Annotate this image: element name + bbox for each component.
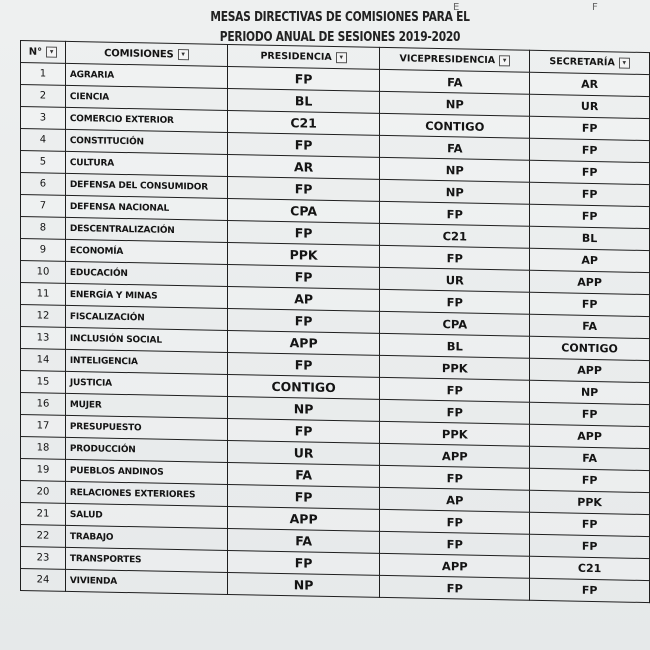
presidencia-cell[interactable]: BL [227, 88, 380, 113]
secretaria-cell[interactable]: APP [530, 270, 650, 294]
row-number[interactable]: 14 [21, 349, 66, 372]
vicepresidencia-cell[interactable]: FA [380, 135, 530, 160]
commission-name[interactable]: PRESUPUESTO [65, 415, 227, 440]
commission-name[interactable]: CIENCIA [65, 85, 227, 110]
row-number[interactable]: 11 [21, 283, 66, 306]
presidencia-cell[interactable]: CONTIGO [227, 374, 380, 399]
vicepresidencia-cell[interactable]: CONTIGO [380, 113, 530, 138]
secretaria-cell[interactable]: FP [530, 204, 650, 228]
row-number[interactable]: 15 [21, 371, 66, 394]
column-letter-f[interactable]: F [592, 2, 598, 13]
presidencia-cell[interactable]: FP [227, 550, 380, 575]
title-line-2: PERIODO ANUAL DE SESIONES 2019-2020 [219, 30, 461, 45]
header-secretaria-label: SECRETARÍA [549, 56, 615, 69]
vicepresidencia-cell[interactable]: PPK [380, 355, 530, 380]
commission-name[interactable]: DEFENSA DEL CONSUMIDOR [65, 173, 227, 198]
secretaria-cell[interactable]: AP [530, 248, 650, 272]
row-number[interactable]: 12 [21, 305, 66, 328]
column-letter-e[interactable]: E [453, 2, 460, 13]
row-number[interactable]: 1 [21, 63, 66, 86]
vicepresidencia-cell[interactable]: FP [380, 377, 530, 402]
vicepresidencia-cell[interactable]: FP [380, 575, 530, 600]
presidencia-cell[interactable]: FP [227, 418, 380, 443]
vicepresidencia-cell[interactable]: FP [380, 509, 530, 534]
commission-name[interactable]: DEFENSA NACIONAL [65, 195, 227, 220]
vicepresidencia-cell[interactable]: FP [380, 465, 530, 490]
row-number[interactable]: 13 [21, 327, 66, 350]
vicepresidencia-cell[interactable]: FP [380, 399, 530, 424]
commission-name[interactable]: RELACIONES EXTERIORES [65, 481, 227, 506]
secretaria-cell[interactable]: APP [530, 424, 650, 448]
presidencia-cell[interactable]: FA [227, 462, 380, 487]
secretaria-cell[interactable]: APP [530, 358, 650, 382]
presidencia-cell[interactable]: FP [227, 264, 380, 289]
vicepresidencia-cell[interactable]: FP [380, 531, 530, 556]
presidencia-cell[interactable]: FP [227, 352, 380, 377]
title-line-1: MESAS DIRECTIVAS DE COMISIONES PARA EL [210, 10, 470, 25]
filter-dropdown-icon[interactable]: ▾ [499, 55, 510, 66]
commission-name[interactable]: INCLUSIÓN SOCIAL [65, 327, 227, 352]
secretaria-cell[interactable]: FP [530, 578, 650, 602]
vicepresidencia-cell[interactable]: AP [380, 487, 530, 512]
secretaria-cell[interactable]: FP [530, 512, 650, 536]
secretaria-cell[interactable]: CONTIGO [530, 336, 650, 360]
presidencia-cell[interactable]: NP [227, 572, 380, 597]
commissions-table [20, 40, 650, 603]
presidencia-cell[interactable]: UR [227, 440, 380, 465]
presidencia-cell[interactable]: FP [227, 484, 380, 509]
presidencia-cell[interactable]: NP [227, 396, 380, 421]
secretaria-cell[interactable]: FP [530, 534, 650, 558]
commission-name[interactable]: TRANSPORTES [65, 547, 227, 572]
vicepresidencia-cell[interactable]: FP [380, 201, 530, 226]
vicepresidencia-cell[interactable]: UR [380, 267, 530, 292]
row-number[interactable]: 21 [21, 503, 66, 526]
row-number[interactable]: 5 [21, 151, 66, 174]
filter-dropdown-icon[interactable]: ▾ [46, 46, 57, 57]
commission-name[interactable]: FISCALIZACIÓN [65, 305, 227, 330]
row-number[interactable]: 23 [21, 547, 66, 570]
presidencia-cell[interactable]: FP [227, 66, 380, 91]
row-number[interactable]: 22 [21, 525, 66, 548]
secretaria-cell[interactable]: FP [530, 160, 650, 184]
commission-name[interactable]: DESCENTRALIZACIÓN [65, 217, 227, 242]
presidencia-cell[interactable]: CPA [227, 198, 380, 223]
commission-name[interactable]: MUJER [65, 393, 227, 418]
commission-name[interactable]: JUSTICIA [65, 371, 227, 396]
secretaria-cell[interactable]: BL [530, 226, 650, 250]
presidencia-cell[interactable]: FP [227, 308, 380, 333]
vicepresidencia-cell[interactable]: BL [380, 333, 530, 358]
row-number[interactable]: 24 [21, 569, 66, 592]
header-vicepresidencia-label: VICEPRESIDENCIA [399, 53, 496, 67]
row-number[interactable]: 10 [21, 261, 66, 284]
commission-name[interactable]: CULTURA [65, 151, 227, 176]
vicepresidencia-cell[interactable]: NP [380, 157, 530, 182]
commission-name[interactable]: PRODUCCIÓN [65, 437, 227, 462]
row-number[interactable]: 20 [21, 481, 66, 504]
filter-dropdown-icon[interactable]: ▾ [619, 57, 630, 68]
vicepresidencia-cell[interactable]: NP [380, 179, 530, 204]
secretaria-cell[interactable]: FA [530, 314, 650, 338]
header-num-label: N° [28, 46, 43, 58]
header-secretaria[interactable] [530, 50, 650, 74]
presidencia-cell[interactable]: APP [227, 330, 380, 355]
header-presidencia[interactable] [227, 44, 380, 69]
secretaria-cell[interactable]: FP [530, 182, 650, 206]
row-number[interactable]: 16 [21, 393, 66, 416]
header-vicepresidencia[interactable] [380, 47, 530, 72]
table-body [21, 63, 650, 603]
secretaria-cell[interactable]: FP [530, 468, 650, 492]
header-comisiones-label: COMISIONES [104, 47, 174, 61]
vicepresidencia-cell[interactable]: APP [380, 443, 530, 468]
presidencia-cell[interactable]: APP [227, 506, 380, 531]
commission-name[interactable]: COMERCIO EXTERIOR [65, 107, 227, 132]
vicepresidencia-cell[interactable]: FP [380, 289, 530, 314]
vicepresidencia-cell[interactable]: C21 [380, 223, 530, 248]
secretaria-cell[interactable]: PPK [530, 490, 650, 514]
commission-name[interactable]: CONSTITUCIÓN [65, 129, 227, 154]
row-number[interactable]: 18 [21, 437, 66, 460]
presidencia-cell[interactable]: FP [227, 220, 380, 245]
row-number[interactable]: 19 [21, 459, 66, 482]
filter-dropdown-icon[interactable]: ▾ [336, 52, 347, 63]
presidencia-cell[interactable]: AR [227, 154, 380, 179]
row-number[interactable]: 4 [21, 129, 66, 152]
presidencia-cell[interactable]: C21 [227, 110, 380, 135]
row-number[interactable]: 2 [21, 85, 66, 108]
row-number[interactable]: 3 [21, 107, 66, 130]
secretaria-cell[interactable]: FP [530, 116, 650, 140]
vicepresidencia-cell[interactable]: NP [380, 91, 530, 116]
commission-name[interactable]: AGRARIA [65, 63, 227, 88]
header-num[interactable] [21, 41, 66, 64]
row-number[interactable]: 17 [21, 415, 66, 438]
commission-name[interactable]: TRABAJO [65, 525, 227, 550]
secretaria-cell[interactable]: NP [530, 380, 650, 404]
commission-name[interactable]: INTELIGENCIA [65, 349, 227, 374]
commission-name[interactable]: PUEBLOS ANDINOS [65, 459, 227, 484]
commission-name[interactable]: SALUD [65, 503, 227, 528]
row-number[interactable]: 9 [21, 239, 66, 262]
header-comisiones[interactable] [65, 41, 227, 66]
row-number[interactable]: 6 [21, 173, 66, 196]
row-number[interactable]: 7 [21, 195, 66, 218]
vicepresidencia-cell[interactable]: FA [380, 69, 530, 94]
presidencia-cell[interactable]: PPK [227, 242, 380, 267]
vicepresidencia-cell[interactable]: APP [380, 553, 530, 578]
secretaria-cell[interactable]: FP [530, 292, 650, 316]
secretaria-cell[interactable]: FP [530, 402, 650, 426]
presidencia-cell[interactable]: AP [227, 286, 380, 311]
vicepresidencia-cell[interactable]: CPA [380, 311, 530, 336]
commission-name[interactable]: VIVIENDA [65, 569, 227, 594]
vicepresidencia-cell[interactable]: FP [380, 245, 530, 270]
secretaria-cell[interactable]: FP [530, 138, 650, 162]
secretaria-cell[interactable]: AR [530, 72, 650, 96]
row-number[interactable]: 8 [21, 217, 66, 240]
secretaria-cell[interactable]: C21 [530, 556, 650, 580]
secretaria-cell[interactable]: FA [530, 446, 650, 470]
header-presidencia-label: PRESIDENCIA [260, 50, 332, 63]
commission-name[interactable]: EDUCACIÓN [65, 261, 227, 286]
presidencia-cell[interactable]: FP [227, 132, 380, 157]
presidencia-cell[interactable]: FP [227, 176, 380, 201]
commission-name[interactable]: ENERGÍA Y MINAS [65, 283, 227, 308]
commission-name[interactable]: ECONOMÍA [65, 239, 227, 264]
filter-dropdown-icon[interactable]: ▾ [178, 49, 189, 60]
presidencia-cell[interactable]: FA [227, 528, 380, 553]
secretaria-cell[interactable]: UR [530, 94, 650, 118]
vicepresidencia-cell[interactable]: PPK [380, 421, 530, 446]
